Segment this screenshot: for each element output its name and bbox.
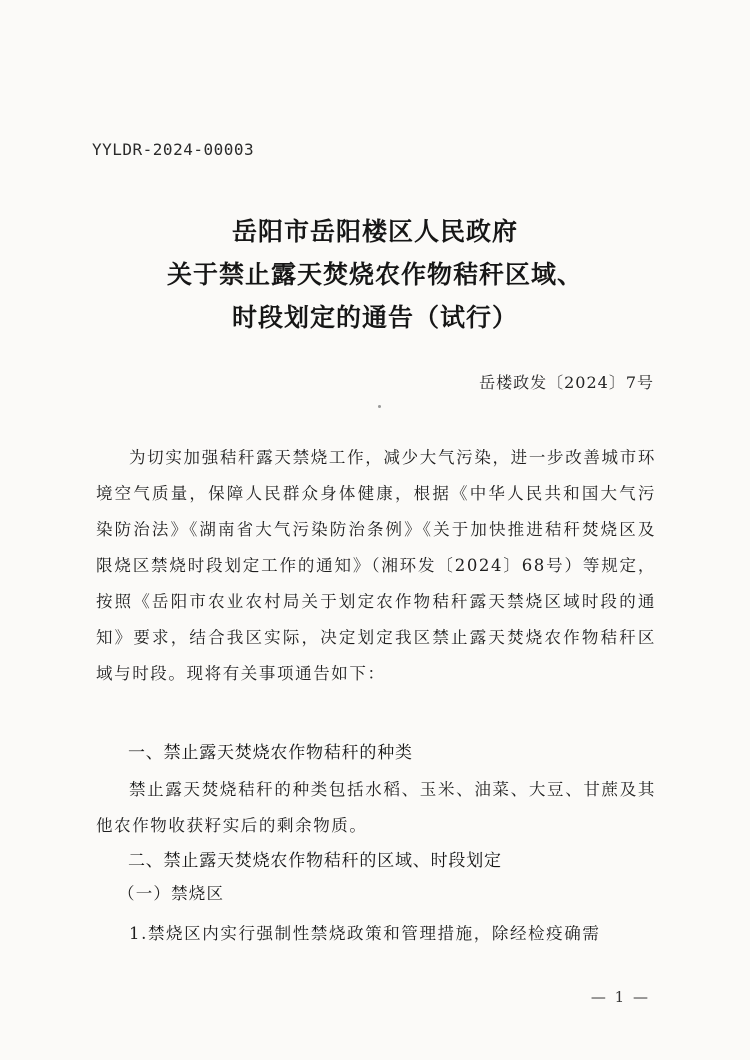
document-title [0,210,750,339]
scan-speck [378,405,381,408]
document-code: YYLDR-2024-00003 [92,140,255,159]
intro-paragraph [96,440,656,692]
title-line-3: 时段划定的通告（试行） [231,303,518,332]
page-number: — 1 — [590,988,650,1006]
section-1-text: 禁止露天焚烧秸秆的种类包括水稻、玉米、油菜、大豆、甘蔗及其他农作物收获籽实后的剩余物质。 [96,780,656,835]
issue-number: 岳楼政发〔2024〕7号 [479,373,654,392]
section-1-heading: 一、禁止露天焚烧农作物秸秆的种类 [128,743,413,763]
subsection-1-heading: （一）禁烧区 [118,884,225,903]
intro-text: 为切实加强秸秆露天禁烧工作，减少大气污染，进一步改善城市环境空气质量，保障人民群众身体健康，根据《中华人民共和国大气污染防治法》《湖南省大气污染防治条例》《关于加快推进秸秆焚烧区及限烧区禁烧时段划定工作的通知》（湘环发〔2024〕68号）等规定，按照《岳阳市农业农村局关于划定农作物秸秆露天禁烧区域时段的通知》要求，结合我区实际，决定划定我区禁止露天焚烧农作物秸秆区域与时段。现将有关事项通告如下： [96,448,656,683]
item-1-text: 1.禁烧区内实行强制性禁烧政策和管理措施，除经检疫确需 [129,924,601,943]
section-2-heading: 二、禁止露天焚烧农作物秸秆的区域、时段划定 [128,851,502,871]
title-line-1: 岳阳市岳阳楼区人民政府 [231,217,518,246]
title-line-2: 关于禁止露天焚烧农作物秸秆区域、 [166,260,583,289]
